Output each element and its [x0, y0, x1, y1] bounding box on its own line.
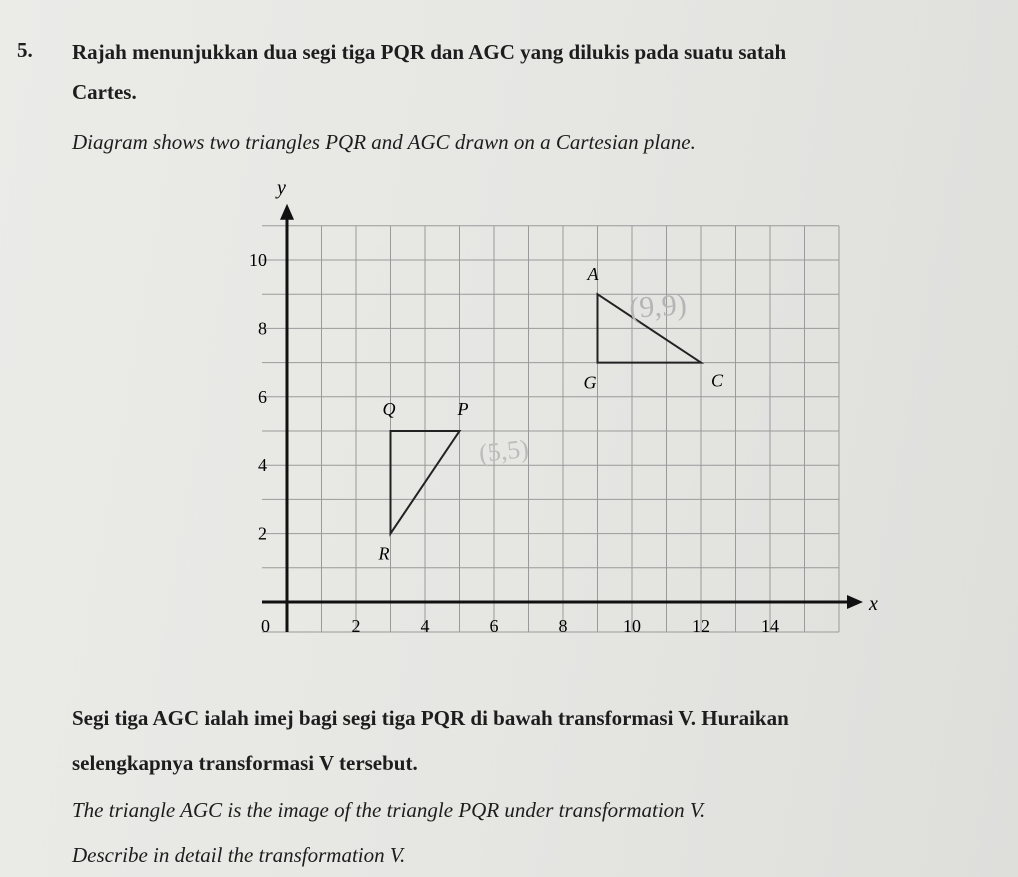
triangles: [391, 294, 702, 533]
question-english-line: Diagram shows two triangles PQR and AGC drawn on a Cartesian plane.: [72, 130, 696, 154]
vertex-label-a: A: [587, 264, 599, 285]
y-tick-label: 4: [258, 455, 267, 476]
origin-label: 0: [261, 616, 270, 636]
x-tick-label: 4: [420, 616, 430, 636]
vertex-label-r: R: [378, 543, 390, 564]
x-tick-label: 14: [761, 616, 779, 636]
y-axis-label: y: [277, 176, 286, 199]
grid-lines: [262, 226, 839, 632]
vertex-label-c: C: [711, 370, 724, 391]
prompt-malay-line2: selengkapnya transformasi V tersebut.: [72, 751, 418, 775]
prompt-english-line2: Describe in detail the transformation V.: [72, 843, 406, 867]
question-malay-line2: Cartes.: [72, 80, 137, 104]
prompt-english-line1: The triangle AGC is the image of the triangle PQR under transformation V.: [72, 798, 706, 822]
y-tick-label: 8: [258, 318, 267, 339]
vertex-label-g: G: [583, 372, 597, 393]
x-axis-arrow: [847, 595, 863, 609]
question-number: 5.: [17, 38, 33, 62]
x-tick-label: 2: [351, 616, 361, 636]
x-tick-label: 6: [489, 616, 499, 636]
x-tick-label: 10: [623, 616, 641, 636]
y-tick-label: 6: [258, 386, 267, 407]
question-malay-line1: Rajah menunjukkan dua segi tiga PQR dan AGC yang dilukis pada suatu satah: [72, 40, 787, 64]
handwritten-note-agc: (9,9): [628, 288, 688, 325]
y-tick-label: 2: [258, 523, 267, 544]
vertex-label-p: P: [457, 399, 469, 419]
vertex-label-q: Q: [382, 399, 396, 419]
x-tick-label: 12: [692, 616, 710, 636]
y-tick-label: 10: [249, 250, 267, 270]
y-axis-arrow: [280, 204, 294, 220]
x-tick-label: 8: [558, 616, 568, 636]
x-axis-label: x: [869, 593, 878, 615]
handwritten-note-p: (5,5): [477, 433, 531, 468]
prompt-malay-line1: Segi tiga AGC ialah imej bagi segi tiga PQR di bawah transformasi V. Huraikan: [72, 706, 789, 730]
